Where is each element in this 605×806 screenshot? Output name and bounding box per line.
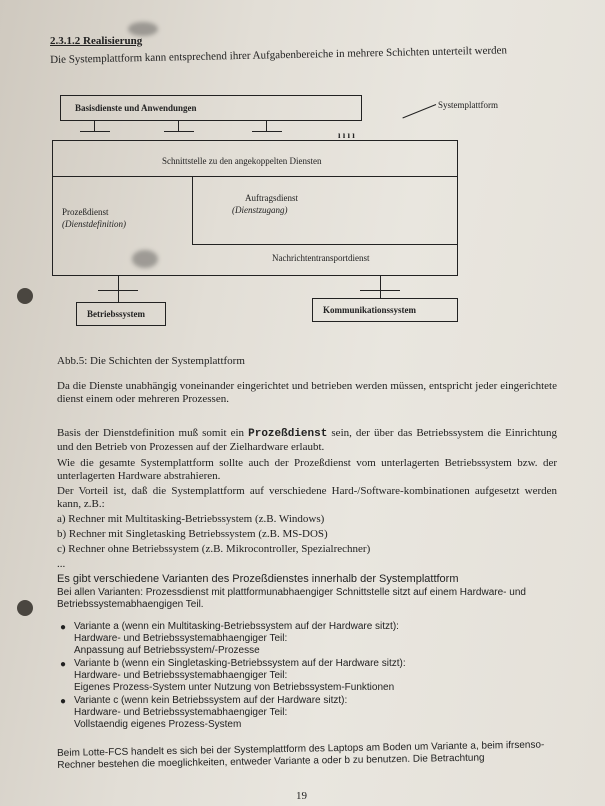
paragraph: Da die Dienste unabhängig voneinander eingerichtet und betrieben werden müssen, entspricht jeder eingerichtete dienst einem oder mehreren Prozessen.	[57, 380, 557, 405]
variant-line: Eigenes Prozess-System unter Nutzung von Betriebssystem-Funktionen	[74, 682, 395, 693]
variant-title: Variante b (wenn ein Singletasking-Betriebssystem auf der Hardware sitzt):	[74, 658, 406, 669]
variant-line: Hardware- und Betriebssystemabhaengiger Teil:	[74, 633, 288, 644]
closing-paragraph: Beim Lotte-FCS handelt es sich bei der Systemplattform des Laptops am Boden um Variante a, beim ifrsenso-Rechner bestehen die moeglichkeiten, entweder Variante a oder b zu benutzen. Die Betrachtung	[57, 739, 545, 771]
variants-intro: Bei allen Varianten: Prozessdienst mit plattformunabhaengiger Schnittstelle sitzt auf einem Hardware- und Betriebssystemabhaengigen Teil.	[57, 587, 526, 610]
divider	[52, 176, 458, 177]
connector	[178, 121, 179, 131]
divider	[192, 244, 458, 245]
top-box-label: Basisdienste und Anwendungen	[75, 103, 197, 113]
paragraph: Der Vorteil ist, daß die Systemplattform auf verschiedene Hard-/Software-kombinationen aufgesetzt werden kann, z.B.:	[57, 485, 557, 510]
variant-line: Anpassung auf Betriebssystem/-Prozesse	[74, 645, 260, 656]
punch-hole	[17, 600, 33, 616]
process-service-label: Prozeßdienst	[62, 207, 109, 217]
connector	[118, 290, 119, 302]
list-item: a) Rechner mit Multitasking-Betriebssystem (z.B. Windows)	[57, 513, 325, 525]
order-service-sub: (Dienstzugang)	[232, 205, 288, 215]
platform-pointer	[402, 104, 436, 118]
variant-title: Variante a (wenn ein Multitasking-Betriebssystem auf der Hardware sitzt):	[74, 621, 399, 632]
transport-service-label: Nachrichtentransportdienst	[272, 253, 370, 263]
variant-title: Variante c (wenn kein Betriebssystem auf der Hardware sitzt):	[74, 695, 348, 706]
smudge	[128, 22, 158, 36]
variant-c	[74, 695, 554, 731]
intro-text: Die Systemplattform kann entsprechend ihrer Aufgabenbereiche in mehrere Schichten unterteilt werden	[50, 44, 508, 66]
os-box	[76, 302, 166, 326]
bullet-icon: ●	[60, 696, 67, 707]
section-heading: 2.3.1.2 Realisierung	[50, 35, 143, 47]
platform-label: Systemplattform	[438, 100, 498, 110]
comm-box	[312, 298, 458, 322]
paragraph-part: sein, der über das Betriebssystem die Einrichtung und den Betrieb von Prozessen auf der Zielhardware erlaubt.	[57, 427, 558, 453]
variant-line: Vollstaendig eigenes Prozess-System	[74, 719, 242, 730]
divider	[192, 176, 193, 244]
connector	[94, 121, 95, 131]
list-item: c) Rechner ohne Betriebssystem (z.B. Mikrocontroller, Spezialrechner)	[57, 543, 371, 555]
figure-caption: Abb.5: Die Schichten der Systemplattform	[57, 355, 245, 367]
interface-label: Schnittstelle zu den angekoppelten Diensten	[162, 156, 322, 166]
connector	[80, 131, 110, 132]
variant-a	[74, 621, 554, 657]
page-number: 19	[296, 790, 307, 802]
top-box	[60, 95, 362, 121]
os-label: Betriebssystem	[87, 309, 145, 319]
order-service-label: Auftragsdienst	[245, 193, 298, 203]
variants-heading: Es gibt verschiedene Varianten des Prozeßdienstes innerhalb der Systemplattform	[57, 573, 459, 585]
connector	[266, 121, 267, 131]
punch-hole	[17, 288, 33, 304]
paragraph-part: Basis der Dienstdefinition muß somit ein	[57, 427, 245, 439]
paragraph-emphasis: Prozeßdienst	[248, 428, 328, 440]
process-service-sub: (Dienstdefinition)	[62, 219, 126, 229]
variant-b	[74, 658, 554, 694]
variant-line: Hardware- und Betriebssystemabhaengiger Teil:	[74, 707, 288, 718]
ellipsis: ...	[57, 558, 66, 570]
paragraph: Wie die gesamte Systemplattform sollte auch der Prozeßdienst vom unterlagerten Betriebssystem bzw. der unterlagerten Hardware abstrahieren.	[57, 457, 557, 482]
connector	[380, 290, 381, 298]
comm-label: Kommunikationssystem	[323, 305, 417, 315]
bullet-icon: ●	[60, 659, 67, 670]
connector	[380, 276, 381, 290]
variant-line: Hardware- und Betriebssystemabhaengiger Teil:	[74, 670, 288, 681]
bullet-icon: ●	[60, 622, 67, 633]
connector	[164, 131, 194, 132]
list-item: b) Rechner mit Singletasking Betriebssystem (z.B. MS-DOS)	[57, 528, 328, 540]
connector	[252, 131, 282, 132]
ticks: ı ı ı ı	[338, 130, 355, 140]
paragraph	[57, 427, 557, 454]
connector	[118, 276, 119, 290]
